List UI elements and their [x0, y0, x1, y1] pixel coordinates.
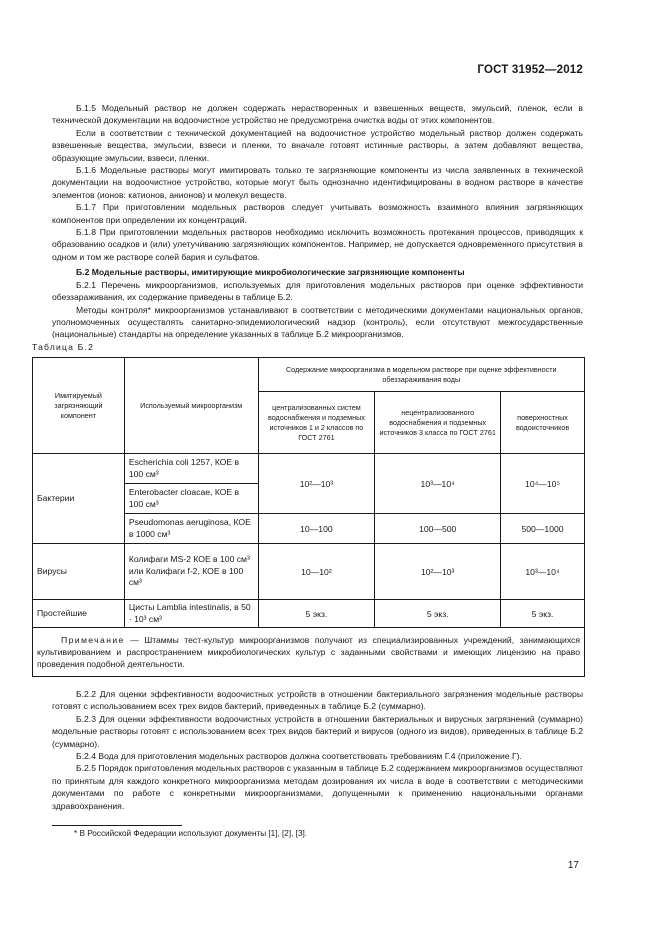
body-text-bottom	[52, 688, 583, 812]
organism-pseudomonas: Pseudomonas aeruginosa, КОЕ в 1000 см³	[124, 514, 258, 544]
body-text-top	[52, 102, 583, 341]
paragraph: Б.1.7 При приготовлении модельных растворов следует учитывать возможность взаимного влияния загрязняющих компонентов при определении их концентраций.	[52, 202, 583, 225]
organism-enterobacter: Enterobacter cloacae, КОЕ в 100 см³	[124, 484, 258, 514]
section-title: Б.2 Модельные растворы, имитирующие микробиологические загрязняющие компоненты	[76, 267, 465, 278]
paragraph: Б.2.2 Для оценки эффективности водоочистных устройств в отношении бактериального загрязнения модельные растворы готовят с использованием всех трех видов бактерий, приведенных в таблице Б.2 (суммарно).	[52, 689, 583, 712]
note-label: Примечание	[61, 635, 125, 645]
value-cell: 10—100	[258, 514, 375, 544]
value-cell: 10—10²	[258, 544, 375, 600]
value-cell: 10³—10⁴	[501, 544, 585, 600]
paragraph: Б.1.5 Модельный раствор не должен содержать нерастворенных и взвешенных веществ, эмульсий, пленок, если в технической документации на водоочистное устройство не предусмотрена очистка воды от этих компонентов.	[52, 103, 583, 126]
header-surface: поверхностных водоисточников	[501, 392, 585, 454]
value-cell: 10²—10³	[375, 544, 501, 600]
value-cell: 10²—10³	[258, 454, 375, 514]
paragraph: Б.1.6 Модельные растворы могут имитировать только те загрязняющие компоненты из числа заявленных в технической документации на водоочистное устройство, которые могут быть однозначно идентифицированы в водном растворе в качестве элементов (ионов: катионов, анионов) и молекул веществ.	[52, 165, 583, 200]
paragraph: Б.2.1 Перечень микроорганизмов, используемых для приготовления модельных растворов при оценке эффективности обеззараживания, их содержание приведены в таблице Б.2.	[52, 279, 583, 303]
value-cell: 100—500	[375, 514, 501, 544]
note-text: — Штаммы тест-культур микроорганизмов получают из специализированных учреждений, занимающихся культивированием и распространением микробиологических культур с заданными свойствами и имеющих лицензию на право проведения подобной деятельности.	[37, 635, 580, 669]
value-cell: 5 экз.	[258, 600, 375, 628]
row-label-protozoa: Простейшие	[33, 600, 125, 628]
organism-ecoli: Escherichia coli 1257, КОЕ в 100 см³	[124, 454, 258, 484]
paragraph: Б.2.3 Для оценки эффективности водоочистных устройств в отношении бактериальных и вирусных загрязнений (суммарно) модельные растворы готовят с использованием всех трех видов бактерий и вирусов (одного из видов), приведенных в таблице Б.2 (суммарно).	[52, 713, 583, 749]
value-cell: 500—1000	[501, 514, 585, 544]
row-label-viruses: Вирусы	[33, 544, 125, 600]
value-cell: 5 экз.	[375, 600, 501, 628]
standard-header: ГОСТ 31952—2012	[477, 64, 583, 76]
value-cell: 10⁴—10⁵	[501, 454, 585, 514]
header-organism: Используемый микроорганизм	[124, 358, 258, 454]
paragraph: Методы контроля* микроорганизмов устанавливают в соответствии с методическими документами национальных органов, уполномоченных осуществлять санитарно-эпидемиологический надзор (контроль), если отсутствуют межгосударственные (национальные) стандарты на определение указанных в таблице Б.2 микроорганизмов.	[52, 304, 583, 340]
value-cell: 5 экз.	[501, 600, 585, 628]
header-content-group: Содержание микроорганизма в модельном растворе при оценке эффективности обеззараживания воды	[258, 358, 584, 392]
microorganism-table	[32, 357, 585, 677]
header-decentralized: нецентрализованного водоснабжения и подземных источников 3 класса по ГОСТ 2761	[375, 392, 501, 454]
organism-lamblia: Цисты Lamblia intestinalis, в 50 · 10³ см³	[124, 600, 258, 628]
header-component: Имитируемый загрязняющий компонент	[33, 358, 125, 454]
row-label-bacteria: Бактерии	[33, 454, 125, 544]
table-caption: Таблица Б.2	[32, 342, 95, 352]
page-number: 17	[567, 860, 579, 871]
footnote: * В Российской Федерации используют документы [1], [2], [3].	[74, 829, 308, 838]
table-note	[33, 628, 585, 677]
paragraph: Если в соответствии с технической документацией на водоочистное устройство модельный раствор должен содержать взвешенные вещества, эмульсии, взвеси и пленки, то вначале готовят истинные растворы, а затем добавляют вещества, образующие эмульсии, взвеси, пленки.	[52, 127, 583, 163]
value-cell: 10³—10⁴	[375, 454, 501, 514]
organism-coliphage: Колифаги MS-2 КОЕ в 100 см³ или Колифаги f-2, КОЕ в 100 см³	[124, 544, 258, 600]
paragraph: Б.1.8 При приготовлении модельных растворов необходимо исключить возможность протекания процессов, приводящих к образованию осадков и (или) улетучиванию загрязняющих компонентов. Например, не допускается одновременного присутствия в одном и том же растворе солей бария и сульфатов.	[52, 227, 583, 262]
paragraph: Б.2.5 Порядок приготовления модельных растворов с указанным в таблице Б.2 содержанием микроорганизмов осуществляют по принятым для каждого конкретного микроорганизма методам дозирования их числа в воде в соответствии с методическими документами по работе с конкретными микроорганизмами, допущенными к применению национальными органами здравоохранения.	[52, 763, 583, 811]
header-centralized: централизованных систем водоснабжения и подземных источников 1 и 2 классов по ГОСТ 2761	[258, 392, 375, 454]
paragraph: Б.2.4 Вода для приготовления модельных растворов должна соответствовать требованиям Г.4 (приложение Г).	[76, 751, 522, 762]
footnote-divider	[52, 825, 182, 826]
